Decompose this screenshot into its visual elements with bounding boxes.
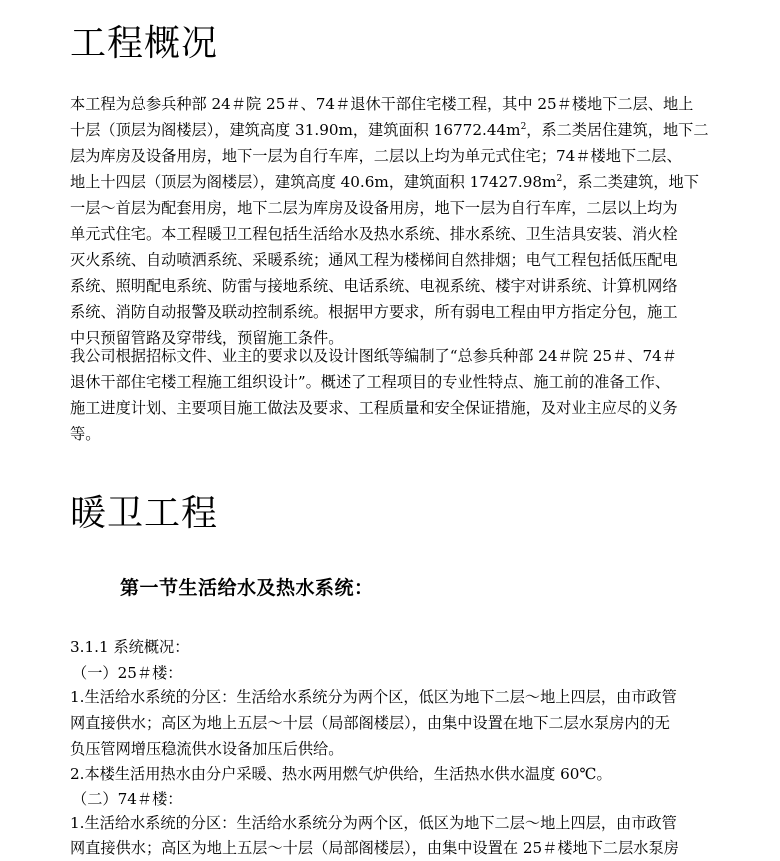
overview-line-2-tail: ，系二类居住建筑，地下二 bbox=[526, 121, 709, 139]
section-line-4: 网直接供水；高区为地上五层～十层（局部阁楼层），由集中设置在地下二层水泵房内的无 bbox=[70, 714, 670, 732]
overview-line-4 bbox=[70, 169, 699, 195]
section-line-1: 3.1.1 系统概况： bbox=[70, 638, 190, 656]
overview-para2-line-4: 等。 bbox=[70, 425, 101, 443]
overview-line-10: 中只预留管路及穿带线，预留施工条件。 bbox=[70, 329, 344, 347]
section-line-2: （一）25＃楼： bbox=[72, 664, 183, 682]
overview-para2-line-1: 我公司根据招标文件、业主的要求以及设计图纸等编制了“总参兵种部 24＃院 25＃、74＃ bbox=[70, 347, 677, 365]
overview-para2-line-2: 退休干部住宅楼工程施工组织设计”。概述了工程项目的专业性特点、施工前的准备工作、 bbox=[70, 373, 671, 391]
overview-para2-line-3: 施工进度计划、主要项目施工做法及要求、工程质量和安全保证措施，及对业主应尽的义务 bbox=[70, 399, 678, 417]
heading-project-overview: 工程概况 bbox=[70, 23, 219, 64]
overview-line-4-text: 地上十四层（顶层为阁楼层），建筑高度 40.6m，建筑面积 17427.98m bbox=[70, 173, 557, 191]
overview-line-8: 系统、照明配电系统、防雷与接地系统、电话系统、电视系统、楼宇对讲系统、计算机网络 bbox=[70, 277, 678, 295]
overview-line-3: 层为库房及设备用房，地下一层为自行车库，二层以上均为单元式住宅；74＃楼地下二层、 bbox=[70, 147, 682, 165]
heading-hvac-plumbing: 暖卫工程 bbox=[70, 493, 219, 534]
overview-line-6: 单元式住宅。本工程暖卫工程包括生活给水及热水系统、排水系统、卫生洁具安装、消火栓 bbox=[70, 225, 678, 243]
section-line-8: 1.生活给水系统的分区：生活给水系统分为两个区，低区为地下二层～地上四层，由市政管 bbox=[70, 814, 677, 832]
overview-line-4-tail: ，系二类建筑，地下 bbox=[562, 173, 699, 191]
section-line-9: 网直接供水；高区为地上五层～十层（局部阁楼层），由集中设置在 25＃楼地下二层水泵房 bbox=[70, 839, 679, 857]
section-title-water-supply: 第一节生活给水及热水系统： bbox=[120, 577, 374, 599]
overview-line-1: 本工程为总参兵种部 24＃院 25＃、74＃退休干部住宅楼工程，其中 25＃楼地下二层、地上 bbox=[70, 95, 694, 113]
superscript-2: 2 bbox=[520, 122, 527, 132]
section-line-6: 2.本楼生活用热水由分户采暖、热水两用燃气炉供给，生活热水供水温度 60℃。 bbox=[70, 765, 612, 783]
overview-line-7: 灭火系统、自动喷洒系统、采暖系统；通风工程为楼梯间自然排烟；电气工程包括低压配电 bbox=[70, 251, 678, 269]
superscript-2: 2 bbox=[556, 174, 563, 184]
overview-line-5: 一层～首层为配套用房，地下二层为库房及设备用房，地下一层为自行车库，二层以上均为 bbox=[70, 199, 678, 217]
overview-line-2-text: 十层（顶层为阁楼层），建筑高度 31.90m，建筑面积 16772.44m bbox=[70, 121, 521, 139]
section-line-5: 负压管网增压稳流供水设备加压后供给。 bbox=[70, 740, 344, 758]
overview-line-2 bbox=[70, 117, 709, 143]
section-line-7: （二）74＃楼： bbox=[72, 790, 183, 808]
section-line-3: 1.生活给水系统的分区：生活给水系统分为两个区，低区为地下二层～地上四层，由市政管 bbox=[70, 688, 677, 706]
overview-line-9: 系统、消防自动报警及联动控制系统。根据甲方要求，所有弱电工程由甲方指定分包，施工 bbox=[70, 303, 678, 321]
